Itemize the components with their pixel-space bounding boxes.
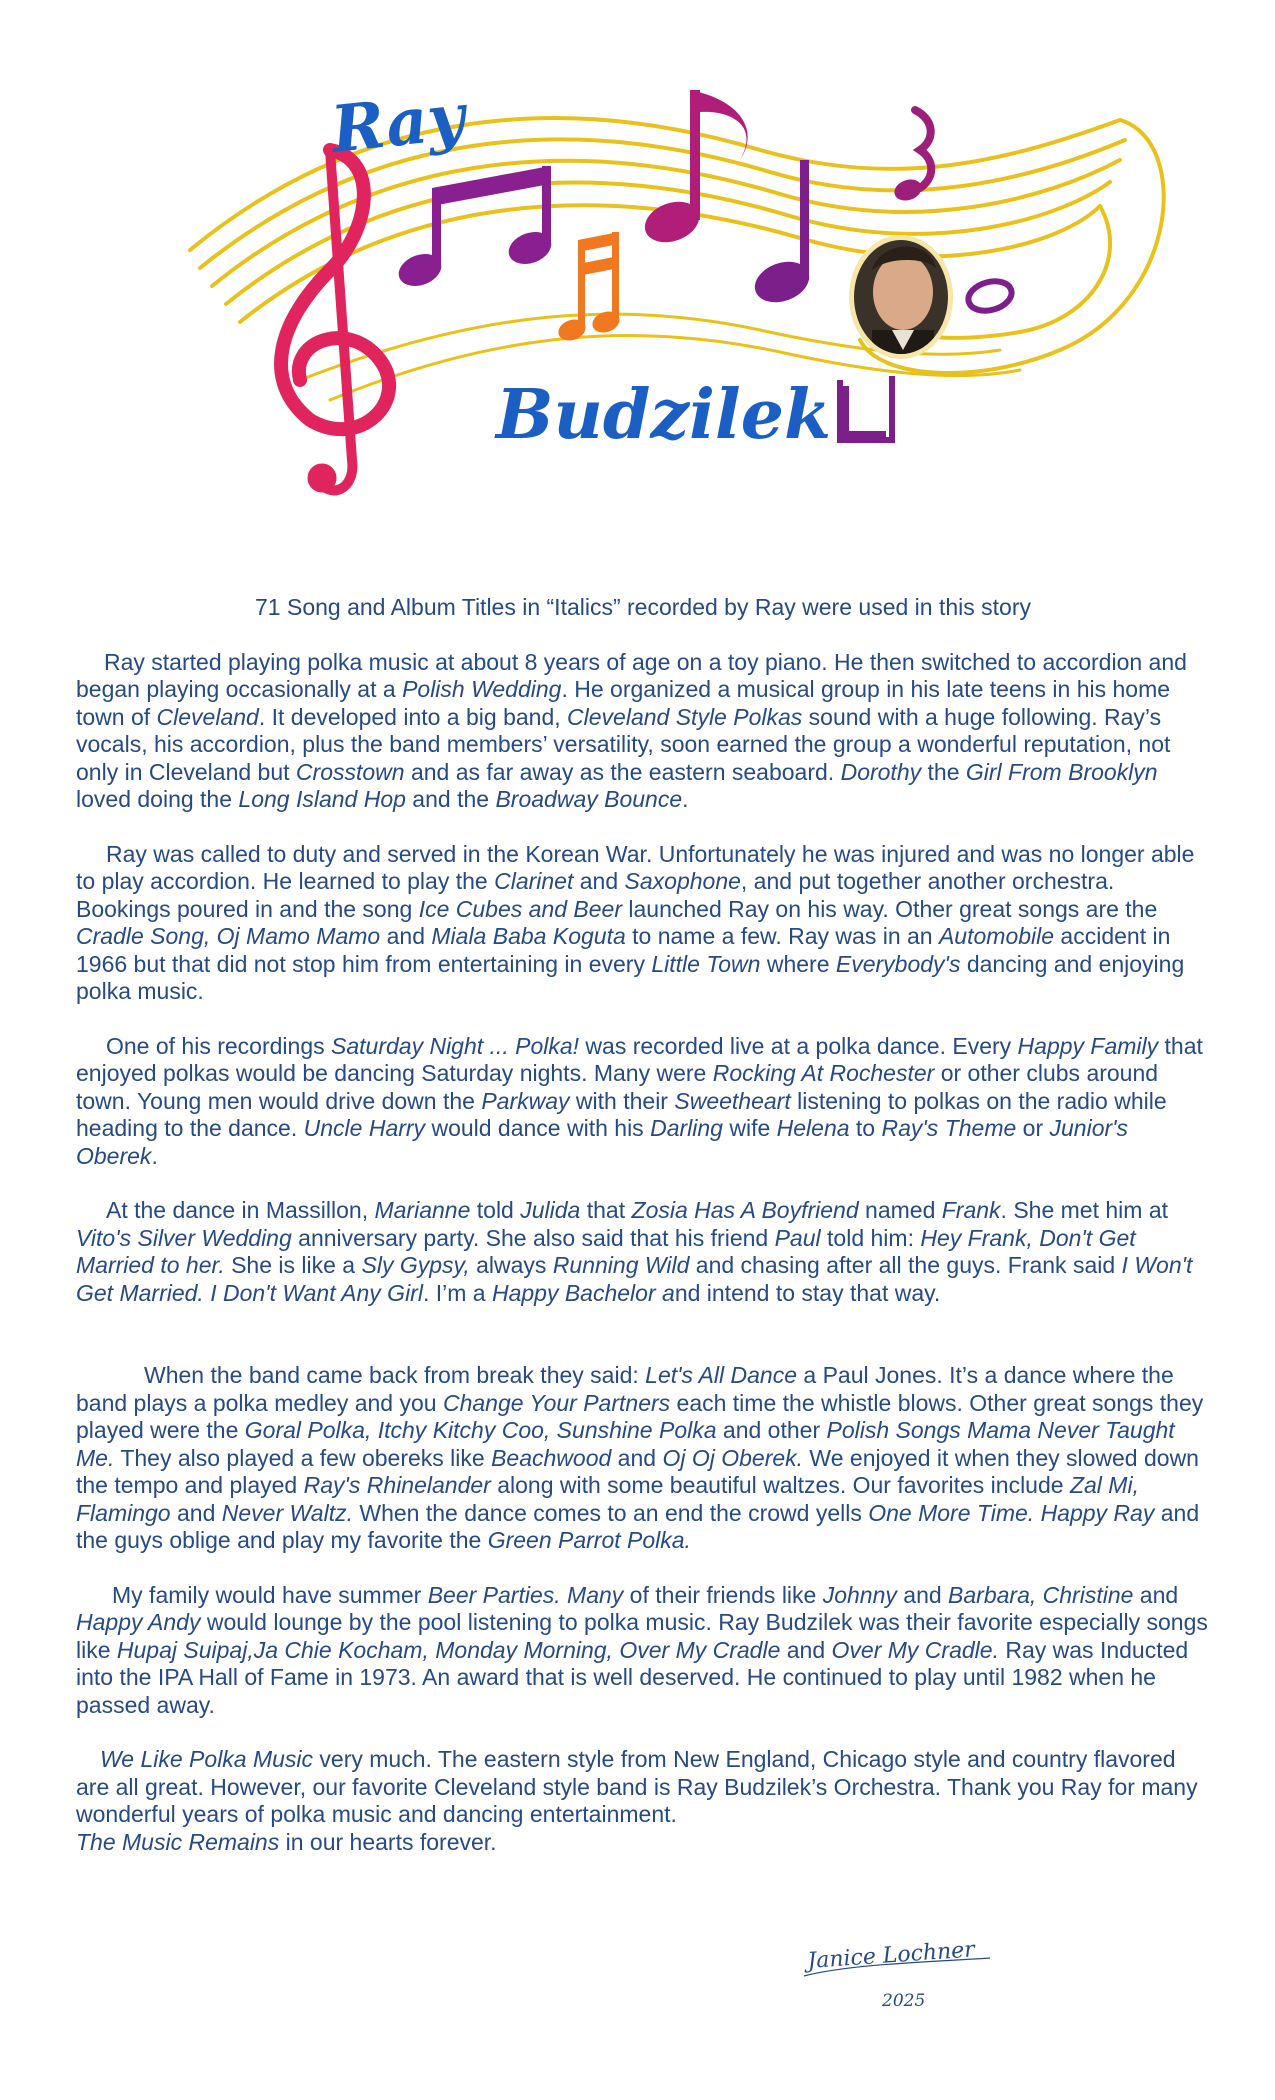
song-title: Uncle Harry (303, 1115, 426, 1141)
song-title: Polish Songs Mama Never Taught Me. (76, 1417, 1175, 1471)
song-title: Sweetheart (674, 1087, 791, 1114)
song-title: Zal Mi, Flamingo (76, 1472, 1139, 1526)
song-title: Ray's Rhinelander (303, 1472, 491, 1498)
song-title: I Won't Get Married. I Don't Want Any Girl (76, 1252, 1193, 1306)
song-title: The Music Remains (76, 1828, 280, 1855)
song-title: One More Time. (868, 1499, 1035, 1526)
story-paragraph: One of his recordings Saturday Night ... Polka! was recorded live at a polka dance. Every Happy Family that enjoyed polkas would be dancing Saturday nights. Many were Rocking At Rochester or other clubs around town. Young men would drive down the Parkway with their Sweetheart listening to polkas on the radio while heading to the dance. Uncle Harry would dance with his Darling wife Helena to Ray's Theme or Junior's Oberek. (76, 1032, 1203, 1169)
song-title: Goral Polka, Itchy Kitchy Coo, Sunshine Polka (244, 1417, 717, 1443)
song-title: Sly Gypsy, (361, 1252, 470, 1278)
story-paragraph: My family would have summer Beer Parties. Many of their friends like Johnny and Barbara, Christine and Happy Andy would lounge by the pool listening to polka music. Ray Budzilek was their favorite especially songs like Hupaj Suipaj,Ja Chie Kocham, Monday Morning, Over My Cradle and Over My Cradle. Ray was Inducted into the IPA Hall of Fame in 1973. An award that is well deserved. He continued to play until 1982 when he passed away. (76, 1581, 1208, 1718)
song-title: Saturday Night ... Polka! (331, 1032, 580, 1059)
song-title: Automobile (938, 923, 1055, 949)
song-title: Polish Wedding (402, 676, 562, 702)
closing-paragraph: We Like Polka Music very much. The eastern style from New England, Chicago style and country flavored are all great. However, our favorite Cleveland style band is Ray Budzilek’s Orchestra. Thank you Ray for many wonderful years of polka music and dancing entertainment. (76, 1746, 1198, 1827)
story-paragraph: At the dance in Massillon, Marianne told Julida that Zosia Has A Boyfriend named Frank. She met him at Vito's Silver Wedding anniversary party. She also said that his friend Paul told him: Hey Frank, Don't Get Married to her. She is like a Sly Gypsy, always Running Wild and chasing after all the guys. Frank said I Won't Get Married. I Don't Want Any Girl. I’m a Happy Bachelor and intend to stay that way. (76, 1197, 1193, 1306)
song-title: Happy Family (1017, 1032, 1159, 1059)
song-title: Happy Bachelor a (491, 1279, 675, 1306)
song-title: Running Wild (552, 1252, 690, 1278)
song-title: Paul (774, 1224, 821, 1251)
story-paragraph: Ray started playing polka music at about 8 years of age on a toy piano. He then switched to accordion and began playing occasionally at a Polish Wedding. He organized a musical group in his late teens in his home town of Cleveland. It developed into a big band, Cleveland Style Polkas sound with a huge following. Ray’s vocals, his accordion, plus the band members’ versatility, soon earned the group a wonderful reputation, not only in Cleveland but Crosstown and as far away as the eastern seaboard. Dorothy the Girl From Brooklyn loved doing the Long Island Hop and the Broadway Bounce. (76, 648, 1187, 812)
song-title: Hey Frank, Don't Get Married to her. (76, 1224, 1136, 1278)
song-title: Change Your Partners (442, 1389, 671, 1416)
signature-year: 2025 (882, 1991, 926, 2011)
song-title: Happy Andy (76, 1609, 201, 1635)
song-title: Miala Baba Koguta (431, 923, 626, 949)
sixteenth-notes-icon (555, 232, 622, 344)
story-paragraph: Ray was called to duty and served in the Korean War. Unfortunately he was injured and was no longer able to play accordion. He learned to play the Clarinet and Saxophone, and put together another orchestra. Bookings poured in and the song Ice Cubes and Beer launched Ray on his way. Other great songs are the Cradle Song, Oj Mamo Mamo and Miala Baba Koguta to name a few. Ray was in an Automobile accident in 1966 but that did not stop him from entertaining in every Little Town where Everybody's dancing and enjoying polka music. (76, 840, 1195, 1004)
song-title: Frank (941, 1197, 1001, 1223)
song-title: Cleveland Style Polkas (567, 703, 803, 730)
song-title: Zosia Has A Boyfriend (631, 1197, 859, 1223)
song-title: Happy Ray (1040, 1499, 1155, 1526)
song-title: Little Town (651, 950, 761, 977)
song-title: Junior's Oberek (76, 1115, 1129, 1169)
song-title: Ray's Theme (881, 1115, 1017, 1141)
signature-block (790, 1924, 1030, 2014)
song-title: Cleveland (156, 703, 259, 730)
song-title: Ice Cubes and Beer (418, 895, 622, 922)
story-document (76, 594, 1210, 1856)
title-last-name: Budzilek (496, 375, 832, 455)
song-title: Dorothy (840, 758, 922, 785)
song-title: Saxophone (624, 868, 741, 894)
song-title: Beer Parties. Many (427, 1581, 624, 1608)
closing-line: The Music Remains in our hearts forever. (76, 1828, 497, 1855)
signature-name: Janice Lochner (806, 1937, 976, 1974)
eighth-note-icon (639, 90, 747, 249)
song-title: We Like Polka Music (100, 1746, 314, 1772)
song-title: Rocking At Rochester (712, 1060, 935, 1086)
song-title: Everybody's (835, 950, 961, 977)
ray-budzilek-banner (0, 0, 1275, 560)
song-title: Crosstown (295, 758, 405, 785)
song-title: Barbara, Christine (948, 1581, 1134, 1608)
song-title: Beachwood (491, 1444, 612, 1471)
song-title: Clarinet (494, 868, 574, 894)
song-title: Long Island Hop (238, 786, 406, 812)
italics-note: 71 Song and Album Titles in “Italics” recorded by Ray were used in this story (255, 594, 1031, 620)
song-title: Hupaj Suipaj,Ja Chie Kocham, Monday Morning, Over My Cradle (116, 1636, 781, 1663)
song-title: Oj Oj Oberek. (662, 1444, 804, 1471)
story-paragraph: When the band came back from break they said: Let's All Dance a Paul Jones. It’s a dance where the band plays a polka medley and you Change Your Partners each time the whistle blows. Other great songs they played were the Goral Polka, Itchy Kitchy Coo, Sunshine Polka and other Polish Songs Mama Never Taught Me. They also played a few obereks like Beachwood and Oj Oj Oberek. We enjoyed it when they slowed down the tempo and played Ray's Rhinelander along with some beautiful waltzes. Our favorites include Zal Mi, Flamingo and Never Waltz. When the dance comes to an end the crowd yells One More Time. Happy Ray and the guys oblige and play my favorite the Green Parrot Polka. (76, 1362, 1204, 1553)
song-title: Never Waltz. (221, 1499, 353, 1526)
song-title: Green Parrot Polka. (487, 1527, 691, 1553)
song-title: Over My Cradle. (831, 1636, 999, 1663)
song-title: Parkway (481, 1087, 570, 1114)
song-title: Girl From Brooklyn (965, 758, 1158, 785)
song-title: Broadway Bounce (495, 786, 683, 812)
song-title: Julida (520, 1197, 581, 1223)
song-title: Cradle Song, Oj Mamo Mamo (76, 923, 381, 949)
song-title: Vito's Silver Wedding (76, 1224, 292, 1251)
song-title: Marianne (374, 1197, 471, 1223)
song-title: Darling (650, 1115, 723, 1141)
song-title: Johnny (822, 1581, 897, 1608)
song-title: Helena (776, 1115, 850, 1141)
song-title: Let's All Dance (645, 1362, 797, 1388)
title-first-name: Ray (327, 79, 469, 168)
